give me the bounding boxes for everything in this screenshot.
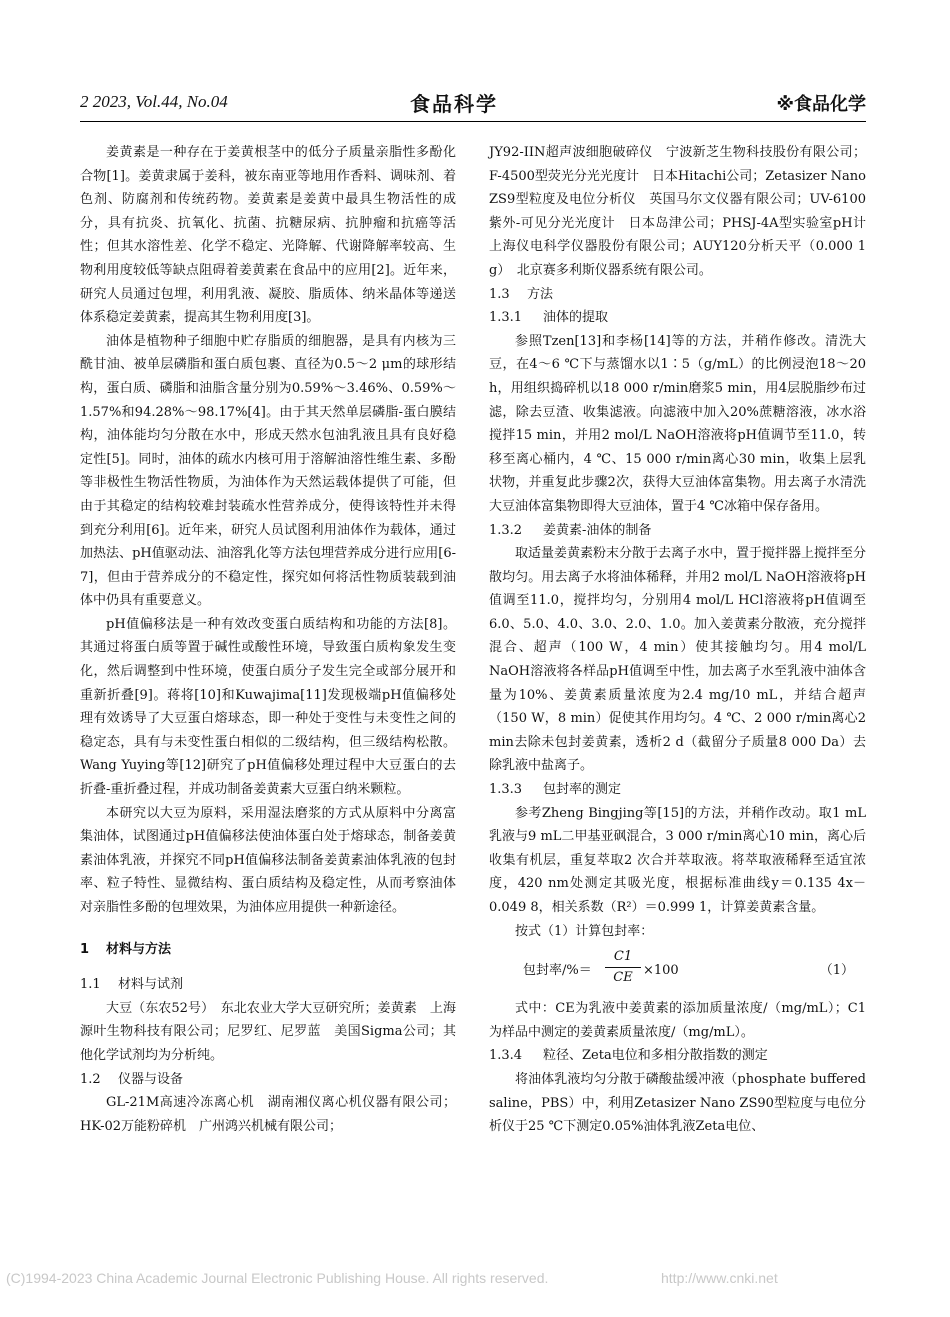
section-label: ※食品化学 [776, 94, 866, 115]
subsection-title: 仪器与设备 [118, 1071, 184, 1087]
zeta-paragraph: 将油体乳液均匀分散于磷酸盐缓冲液（phosphate buffered saline，PBS）中，利用Zetasizer Nano ZS90型粒度与电位分析仪于25 ℃下测定0.05%油体乳液Zeta电位、 [489, 1071, 866, 1135]
equation-number: （1） [819, 963, 854, 979]
equation-lhs: 包封率/%＝ [523, 963, 592, 979]
equipment-paragraph: GL-21M高速冷冻离心机 湖南湘仪离心机仪器有限公司；HK-02万能粉碎机 广州鸿兴机械有限公司； [80, 1095, 456, 1134]
fraction-denominator: CE [605, 967, 641, 988]
subsection-number: 1.3.4 [489, 1048, 523, 1064]
subsection-heading-1-1 [80, 973, 456, 997]
section-number: 1 [80, 941, 90, 957]
subsection-heading-1-3-1 [489, 306, 866, 330]
subsection-title: 方法 [527, 286, 554, 302]
equation-note: 式中：CE为乳液中姜黄素的添加质量浓度/（mg/mL）；C1为样品中测定的姜黄素质量浓度/（mg/mL）。 [489, 1001, 866, 1040]
section-title: 材料与方法 [106, 941, 172, 957]
subsection-heading-1-3-3 [489, 778, 866, 802]
oilbody-extraction-paragraph: 参照Tzen[13]和李杨[14]等的方法，并稍作修改。清洗大豆，在4～6 ℃下与蒸馏水以1∶5（g/mL）的比例浸泡18～20 h，用组织捣碎机以18 000 r/min磨浆5 min，用4层脱脂纱布过滤，除去豆渣、收集滤液。向滤液中加入20%蔗糖溶液，冰水浴搅拌15 min，并用2 mol/L NaOH溶液将pH值调节至11.0，转移至离心桶内，4 ℃、15 000 r/min离心30 min，收集上层乳状物，并重复此步骤2次，获得大豆油体富集物。用去离子水清洗大豆油体富集物即得大豆油体，置于4 ℃冰箱中保存备用。 [489, 333, 866, 514]
subsection-number: 1.3.2 [489, 522, 523, 538]
equation-intro: 按式（1）计算包封率： [515, 923, 654, 939]
left-column [80, 141, 456, 1138]
copyright-text: (C)1994-2023 China Academic Journal Electronic Publishing House. All rights reserved. [6, 1270, 549, 1286]
section-heading-1 [80, 938, 456, 962]
materials-paragraph: 大豆（东农52号） 东北农业大学大豆研究所；姜黄素 上海源叶生物科技有限公司；尼罗红、尼罗蓝 美国Sigma公司；其他化学试剂均为分析纯。 [80, 1000, 456, 1063]
subsection-number: 1.3 [489, 286, 510, 302]
subsection-heading-1-3 [489, 283, 866, 307]
right-column [489, 141, 880, 1139]
subsection-number: 1.3.3 [489, 782, 523, 798]
subsection-number: 1.1 [80, 977, 101, 993]
journal-logo: 食品科学 [410, 92, 498, 116]
subsection-title: 姜黄素-油体的制备 [543, 522, 652, 538]
subsection-title: 油体的提取 [543, 310, 609, 326]
fraction-numerator: C1 [613, 949, 633, 965]
equation-1 [489, 947, 866, 993]
subsection-title: 粒径、Zeta电位和多相分散指数的测定 [543, 1048, 768, 1064]
equipment-paragraph-continued: JY92-IIN超声波细胞破碎仪 宁波新芝生物科技股份有限公司；F-4500型荧光分光光度计 日本Hitachi公司；Zetasizer Nano ZS9型粒度及电位分析仪 英国马尔文仪器有限公司；UV-6100紫外-可见分光光度计 日本岛津公司；PHSJ-4A型实验室pH计 上海仪电科学仪器股份有限公司；AUY120分析天平（0.000 1 g） 北京赛多利斯仪器系统有限公司。 [489, 145, 880, 278]
intro-paragraph-2: 油体是植物种子细胞中贮存脂质的细胞器，是具有内核为三酰甘油、被单层磷脂和蛋白质包裹、直径为0.5～2 μm的球形结构，蛋白质、磷脂和油脂含量分别为0.59%～3.46%、0.59%～1.57%和94.28%～98.17%[4]。由于其天然单层磷脂-蛋白膜结构，油体能均匀分散在水中，形成天然水包油乳液且具有良好稳定性[5]。同时，油体的疏水内核可用于溶解油溶性维生素、多酚等非极性生物活性物质，为油体作为天然运载体提供了可能，但由于其稳定的结构较难封装疏水性营养成分，使得该特性并未得到充分利用[6]。近年来，研究人员试图利用油体作为载体，通过加热法、pH值驱动法、油溶乳化等方法包埋营养成分进行应用[6-7]，但由于营养成分的不稳定性，探究如何将活性物质装载到油体中仍具有重要意义。 [80, 333, 456, 609]
intro-paragraph-4: 本研究以大豆为原料，采用湿法磨浆的方式从原料中分离富集油体，试图通过pH值偏移法使油体蛋白处于熔球态，制备姜黄素油体乳液，并探究不同pH值偏移法制备姜黄素油体乳液的包封率、粒子特性、显微结构、蛋白质结构及稳定性，从而考察油体对亲脂性多酚的包埋效果，为油体应用提供一种新途径。 [80, 805, 456, 915]
intro-paragraph-1: 姜黄素是一种存在于姜黄根茎中的低分子质量亲脂性多酚化合物[1]。姜黄隶属于姜科，被东南亚等地用作香料、调味剂、着色剂、防腐剂和传统药物。姜黄素是姜黄中最具生物活性的成分，具有抗炎、抗氧化、抗菌、抗糖尿病、抗肿瘤和抗癌等活性；但其水溶性差、化学不稳定、光降解、代谢降解率较高、生物利用度较低等缺点阻碍着姜黄素在食品中的应用[2]。近年来，研究人员通过包埋，利用乳液、凝胶、脂质体、纳米晶体等递送体系稳定姜黄素，提高其生物利用度[3]。 [80, 145, 456, 326]
page-number-volume: 2 2023, Vol.44, No.04 [80, 92, 228, 111]
equation-rhs: ×100 [643, 963, 679, 979]
subsection-heading-1-3-4 [489, 1044, 866, 1068]
subsection-title: 包封率的测定 [543, 782, 622, 798]
preparation-paragraph: 取适量姜黄素粉末分散于去离子水中，置于搅拌器上搅拌至分散均匀。用去离子水将油体稀释，并用2 mol/L NaOH溶液将pH值调至11.0，搅拌均匀，分别用4 mol/L HCl溶液将pH值调至6.0、5.0、4.0、3.0、2.0、1.0。加入姜黄素分散液，充分搅拌混合、超声（100 W，4 min）使其接触均匀。用4 mol/L NaOH溶液将各样品pH值调至中性，加去离子水至乳液中油体含量为10%、姜黄素质量浓度为2.4 mg/10 mL，并结合超声（150 W，8 min）促使其作用均匀。4 ℃、2 000 r/min离心2 min去除未包封姜黄素，透析2 d（截留分子质量8 000 Da）去除乳液中盐离子。 [489, 546, 867, 774]
intro-paragraph-3: pH值偏移法是一种有效改变蛋白质结构和功能的方法[8]。其通过将蛋白质等置于碱性或酸性环境，导致蛋白质构象发生变化，然后调整到中性环境，使蛋白质分子发生完全或部分展开和重新折叠[9]。蒋将[10]和Kuwajima[11]发现极端pH值偏移处理有效诱导了大豆蛋白熔球态，即一种处于变性与未变性之间的稳定态，具有与未变性蛋白相似的二级结构，但三级结构松散。Wang Yuying等[12]研究了pH值偏移处理过程中大豆蛋白的去折叠-重折叠过程，并成功制备姜黄素大豆蛋白纳米颗粒。 [80, 616, 456, 798]
subsection-number: 1.2 [80, 1071, 101, 1087]
copyright-watermark [6, 1270, 946, 1286]
header-rule [80, 121, 866, 122]
running-header [80, 88, 866, 118]
subsection-number: 1.3.1 [489, 310, 523, 326]
subsection-heading-1-2 [80, 1068, 456, 1092]
equation-fraction [605, 947, 641, 988]
encapsulation-paragraph: 参考Zheng Bingjing等[15]的方法，并稍作改动。取1 mL乳液与9 mL二甲基亚砜混合，3 000 r/min离心10 min，离心后收集有机层，重复萃取2 次合并萃取液。将萃取液稀释至适宜浓度，420 nm处测定其吸光度，根据标准曲线y＝0.135 4x－0.049 8，相关系数（R²）＝0.999 1，计算姜黄素含量。 [489, 805, 866, 915]
cnki-url: http://www.cnki.net [661, 1270, 778, 1286]
subsection-heading-1-3-2 [489, 519, 866, 543]
subsection-title: 材料与试剂 [118, 977, 184, 993]
